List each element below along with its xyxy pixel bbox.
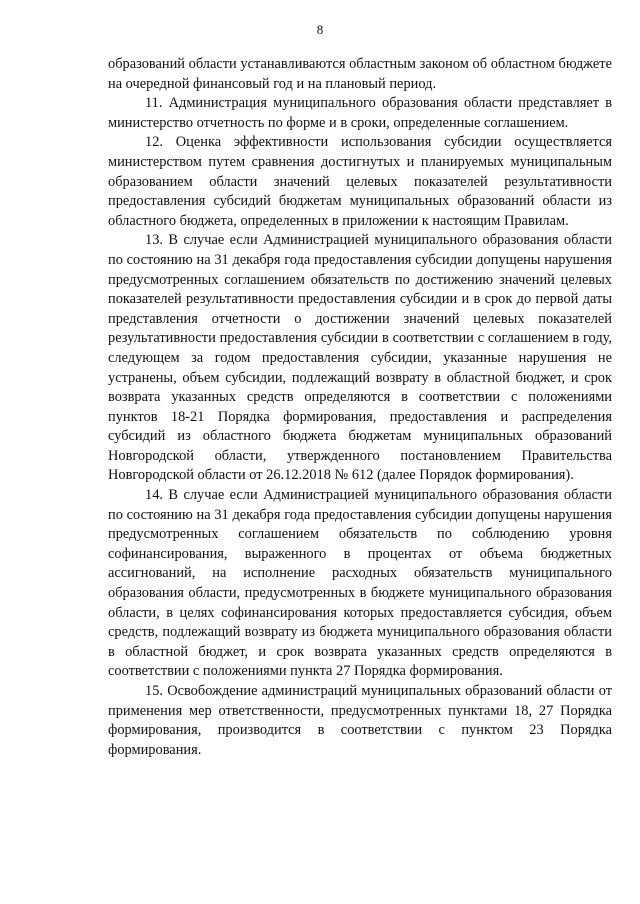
paragraph-12: 12. Оценка эффективности использования субсидии осуществляется министерством путем сравнения достигнутых и планируемых муниципальным образованием области значений целевых показателей результативности предоставления субсидий бюджетам муниципальных образований области из областного бюджета, определенных в приложении к настоящим Правилам.	[108, 134, 612, 229]
page-number: 8	[316, 22, 324, 37]
paragraph-14: 14. В случае если Администрацией муниципального образования области по состоянию на 31 декабря года предоставления субсидии допущены нарушения предусмотренных соглашением обязательств по соблюдению уровня софинансирования, выраженного в процентах от объема бюджетных ассигнований, на исполнение расходных обязательств муниципального образования области, предусмотренных в бюджете муниципального образования области, в целях софинансирования которых предоставляется субсидия, объем средств, подлежащий возврату из бюджета муниципального образования области в областной бюджет, и срок возврата указанных средств определяются в соответствии с положениями пункта 27 Порядка формирования.	[108, 487, 612, 680]
paragraph-13: 13. В случае если Администрацией муниципального образования области по состоянию на 31 декабря года предоставления субсидии допущены нарушения предусмотренных соглашением обязательств по достижению значений целевых показателей результативности предоставления субсидии и в срок до первой даты представления отчетности о достижении значений целевых показателей результативности предоставления субсидии в соответствии с соглашением в году, следующем за годом предоставления субсидии, указанные нарушения не устранены, объем субсидии, подлежащий возврату в областной бюджет, и срок возврата указанных средств определяются в соответствии с положениями пунктов 18-21 Порядка формирования, предоставления и распределения субсидий из областного бюджета бюджетам муниципальных образований Новгородской области, утвержденного постановлением Правительства Новгородской области от 26.12.2018 № 612 (далее Порядок формирования).	[108, 232, 612, 484]
paragraph-15: 15. Освобождение администраций муниципальных образований области от применения мер ответственности, предусмотренных пунктами 18, 27 Порядка формирования, производится в соответствии с пунктом 23 Порядка формирования.	[108, 683, 612, 758]
document-body	[108, 55, 612, 760]
paragraph-11: 11. Администрация муниципального образования области представляет в министерство отчетность по форме и в сроки, определенные соглашением.	[108, 95, 612, 131]
paragraph-continuation: образований области устанавливаются областным законом об областном бюджете на очередной финансовый год и на плановый период.	[108, 56, 612, 92]
